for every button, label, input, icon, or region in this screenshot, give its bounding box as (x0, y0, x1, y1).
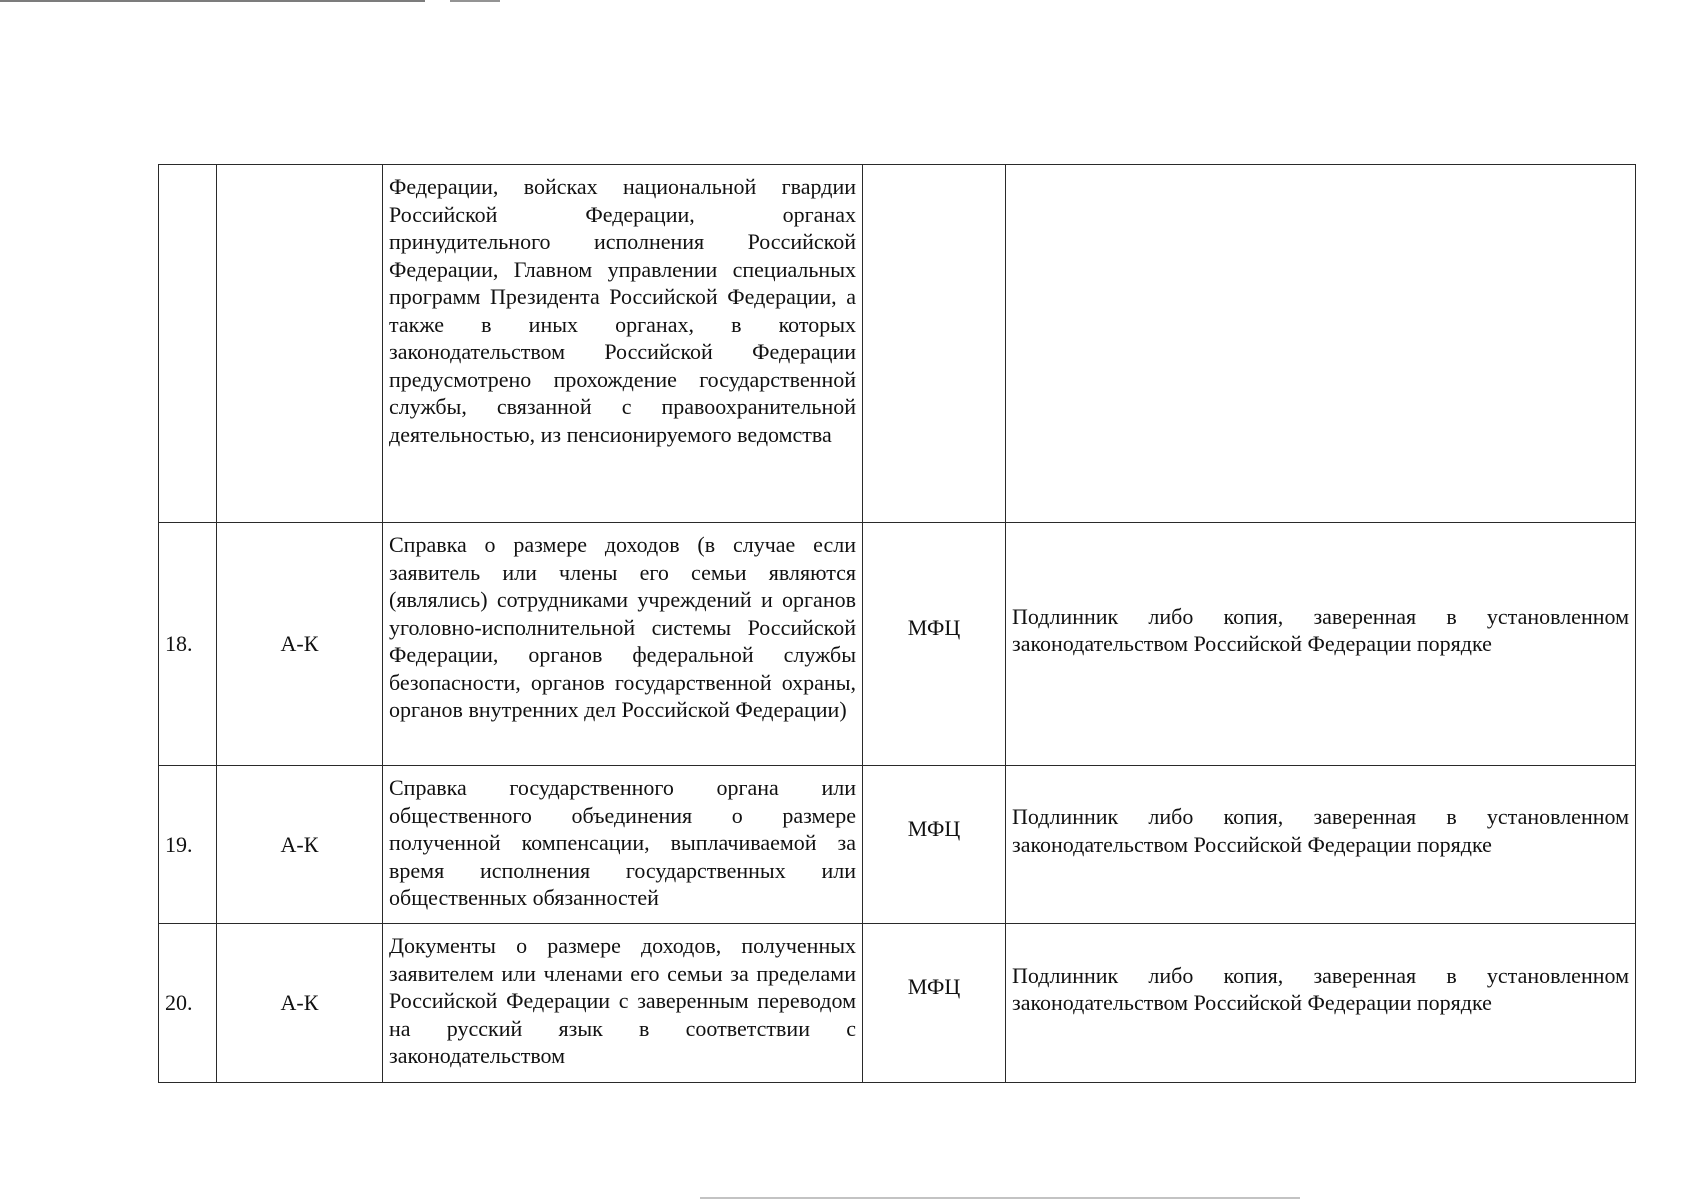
scan-edge-mark (0, 0, 500, 2)
scan-footer-mark (700, 1197, 1300, 1199)
document-form-cell (1006, 165, 1636, 523)
document-description: Федерации, войсках национальной гвардии Российской Федерации, органах принудительного исполнения Российской Федерации, Главном управлении специальных программ Президента Российской Федерации, а также в иных органах, в которых законодательством Российской Федерации предусмотрено прохождение государственной службы, связанной с правоохранительной деятельностью, из пенсионируемого ведомства (389, 174, 856, 447)
document-description-cell (383, 766, 863, 924)
document-form-note: Подлинник либо копия, заверенная в установленном законодательством Российской Федерации порядке (1012, 603, 1629, 656)
organization-label: МФЦ (907, 615, 961, 641)
document-description-cell (383, 924, 863, 1083)
document-description-cell (383, 523, 863, 766)
category-code-cell (217, 165, 383, 523)
row-number-cell (159, 165, 217, 523)
category-code-cell: А-К (217, 924, 383, 1083)
organization-cell (863, 766, 1006, 924)
table-row (159, 523, 1636, 766)
organization-cell (863, 924, 1006, 1083)
documents-table (158, 164, 1636, 1083)
document-form-cell (1006, 766, 1636, 924)
organization-cell (863, 165, 1006, 523)
organization-label: МФЦ (907, 974, 961, 1000)
table-row (159, 766, 1636, 924)
document-form-note: Подлинник либо копия, заверенная в установленном законодательством Российской Федерации порядке (1012, 962, 1629, 1015)
category-code-cell: А-К (217, 523, 383, 766)
table-row (159, 924, 1636, 1083)
table-row (159, 165, 1636, 523)
organization-label: МФЦ (907, 815, 961, 841)
row-number-cell: 18. (159, 523, 217, 766)
document-description: Документы о размере доходов, полученных заявителем или членами его семьи за пределами Российской Федерации с заверенным переводом на русский язык в соответствии с законодательством (389, 933, 856, 1068)
row-number-cell: 20. (159, 924, 217, 1083)
document-form-note: Подлинник либо копия, заверенная в установленном законодательством Российской Федерации порядке (1012, 804, 1629, 857)
category-code-cell: А-К (217, 766, 383, 924)
document-description: Справка о размере доходов (в случае если заявитель или члены его семьи являются (являлись) сотрудниками учреждений и органов уголовно-исполнительной системы Российской Федерации, органов федеральной службы безопасности, органов государственной охраны, органов внутренних дел Российской Федерации) (389, 532, 856, 722)
document-form-cell (1006, 523, 1636, 766)
row-number-cell: 19. (159, 766, 217, 924)
document-description-cell (383, 165, 863, 523)
document-description: Справка государственного органа или общественного объединения о размере полученной компенсации, выплачиваемой за время исполнения государственных или общественных обязанностей (389, 775, 856, 910)
document-form-cell (1006, 924, 1636, 1083)
organization-cell (863, 523, 1006, 766)
